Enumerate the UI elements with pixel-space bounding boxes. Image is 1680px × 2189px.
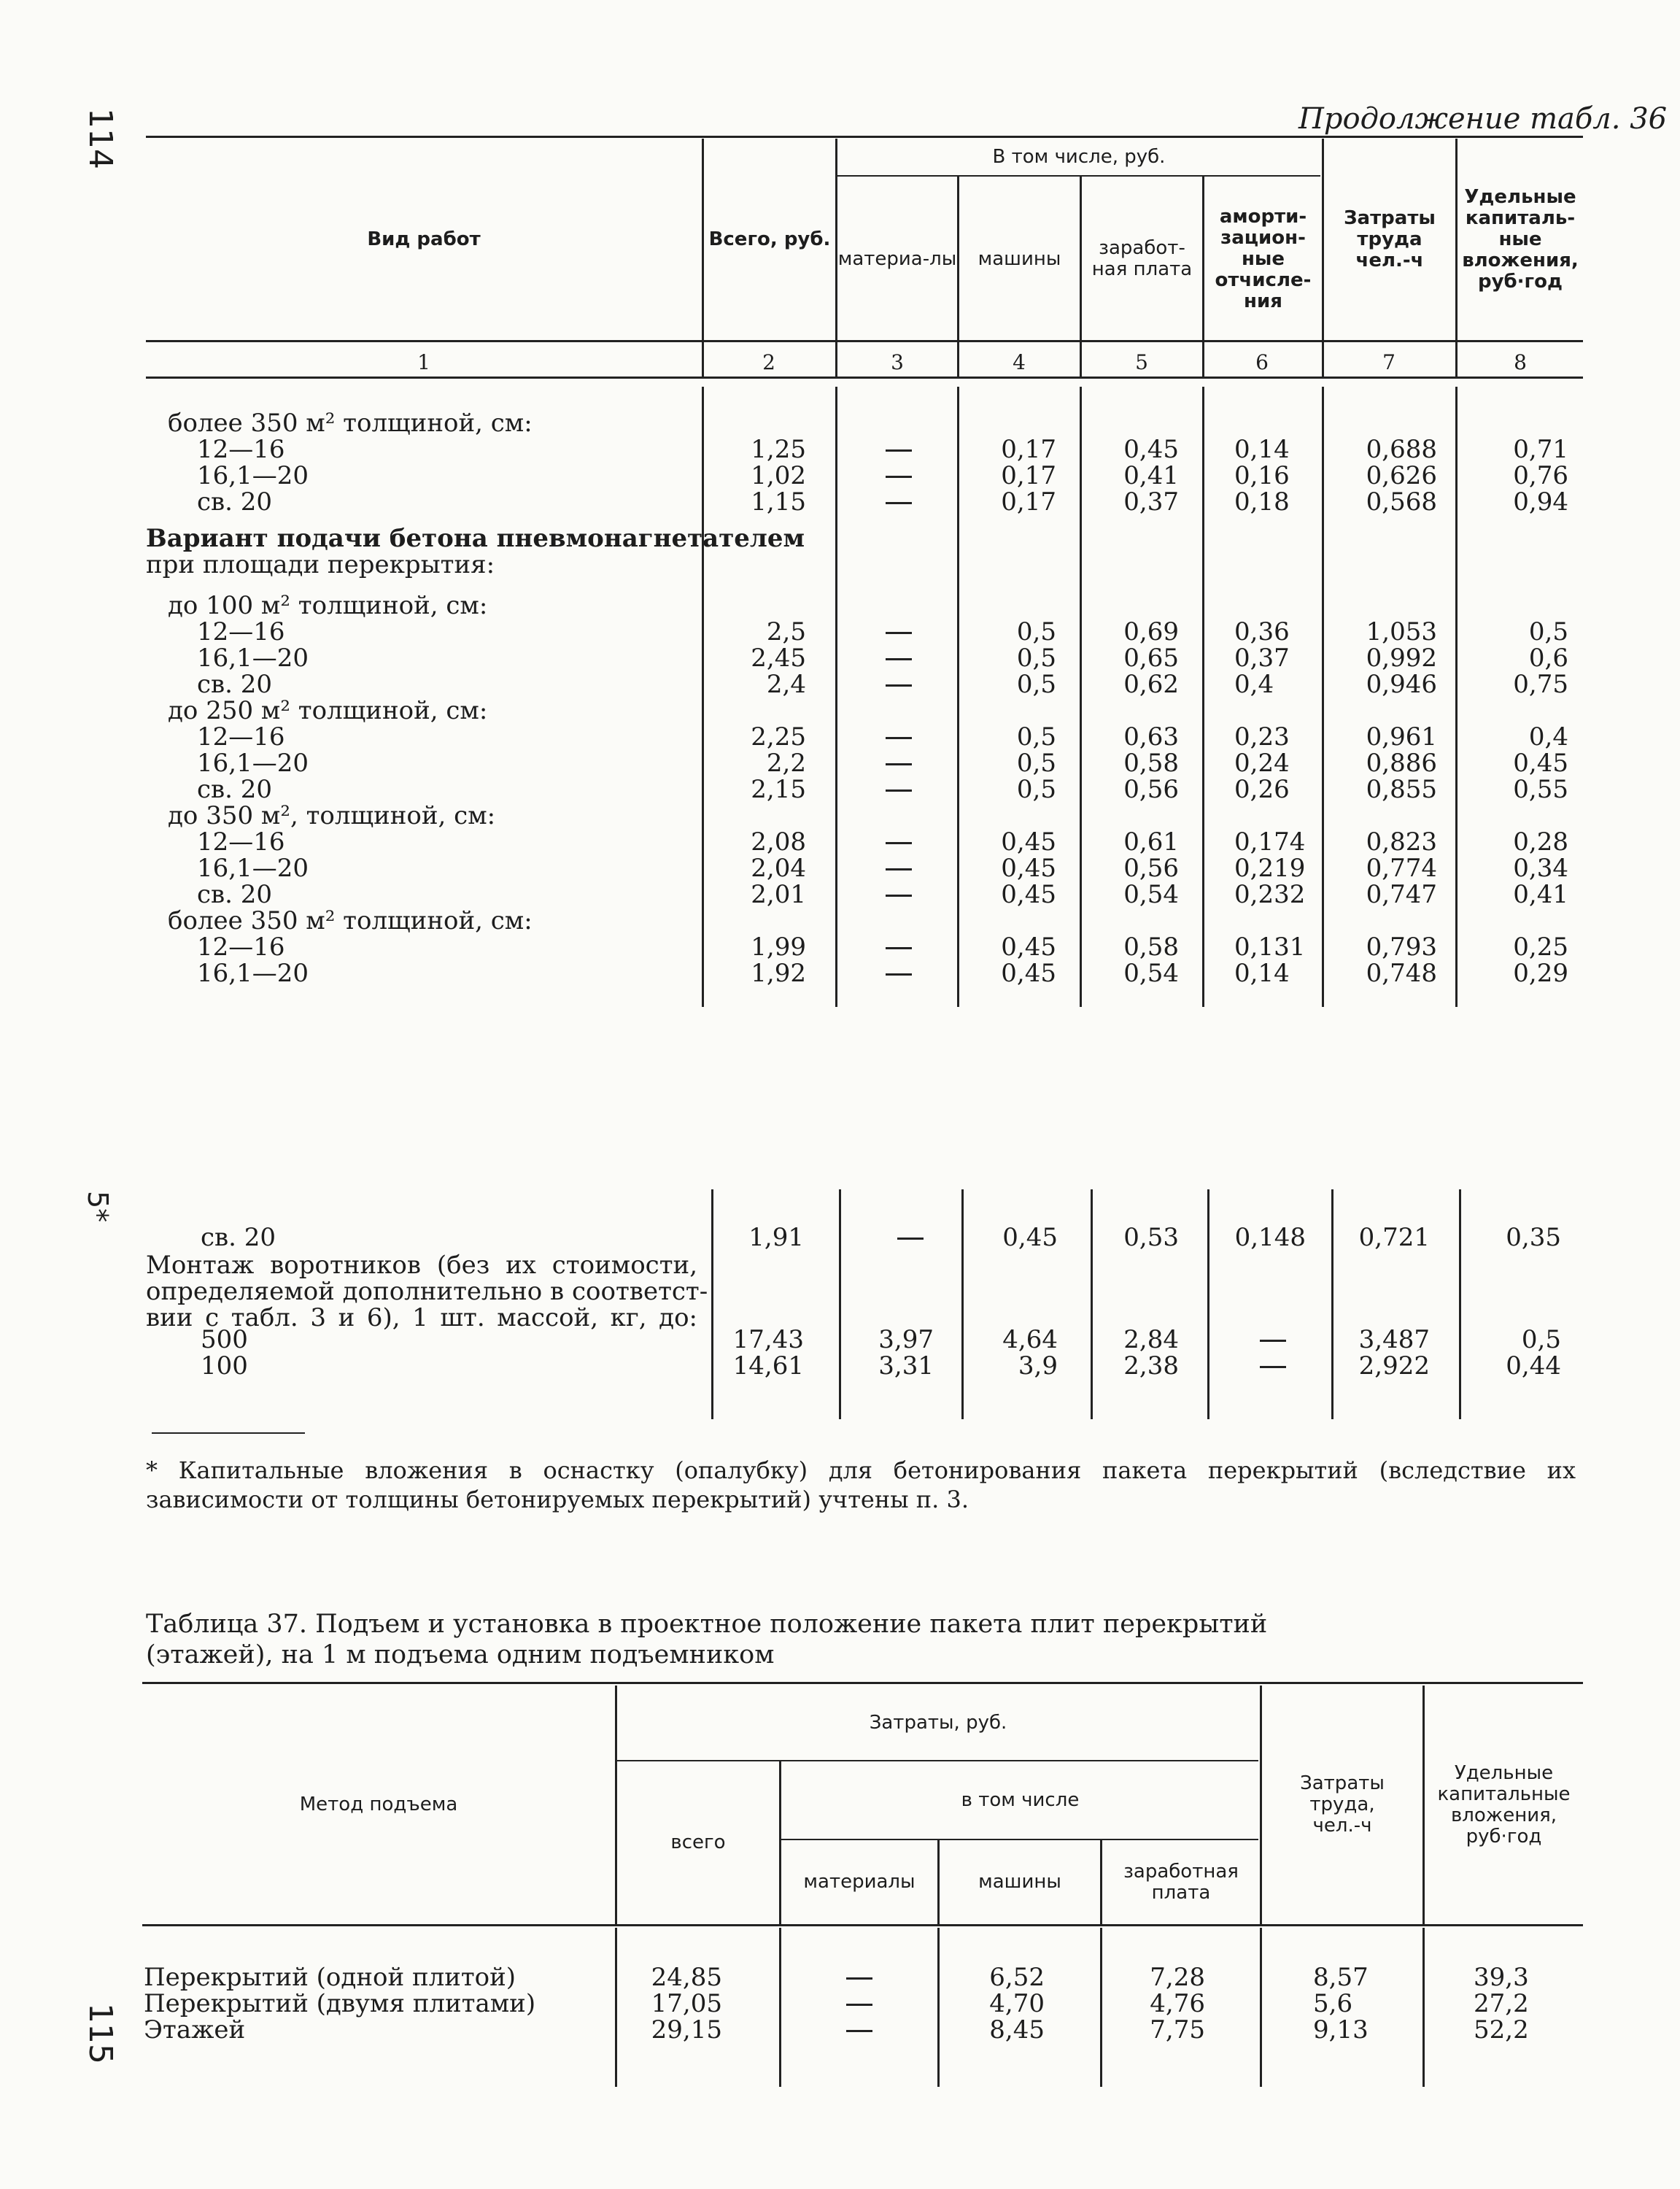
col-number: 8 bbox=[1514, 350, 1527, 374]
row-label: 16,1—20 bbox=[197, 461, 309, 490]
row-method: Этажей bbox=[144, 2015, 246, 2045]
cell-wages: 4,76 bbox=[1150, 1989, 1205, 2018]
header-machines: машины bbox=[978, 247, 1061, 270]
row-label: 100 bbox=[201, 1351, 248, 1381]
cell-capital: 0,71 bbox=[1513, 435, 1568, 464]
cell-machines: 0,45 bbox=[1001, 827, 1056, 857]
dash-mark bbox=[886, 502, 912, 504]
dash-mark bbox=[886, 737, 912, 739]
cell-labor: 3,487 bbox=[1358, 1325, 1430, 1354]
row-label: 500 bbox=[201, 1325, 248, 1354]
cell-capital: 0,35 bbox=[1506, 1223, 1561, 1252]
cell-total: 1,99 bbox=[751, 933, 806, 962]
row-label: более 350 м² толщиной, см: bbox=[168, 906, 533, 935]
cell-capital: 0,76 bbox=[1513, 461, 1568, 490]
cell-total: 2,4 bbox=[766, 670, 806, 699]
row-label: 16,1—20 bbox=[197, 959, 309, 988]
cell-amort: 0,14 bbox=[1234, 959, 1290, 988]
header-capital: Удельные капитальные вложения, руб·год bbox=[1437, 1761, 1571, 1848]
cell-capital: 0,75 bbox=[1513, 670, 1568, 699]
cell-machines: 0,5 bbox=[1016, 644, 1056, 673]
cell-wages: 0,58 bbox=[1123, 933, 1179, 962]
col-number: 7 bbox=[1382, 350, 1396, 374]
cell-labor: 2,922 bbox=[1358, 1351, 1430, 1381]
header-labor: Затраты труда чел.-ч bbox=[1344, 206, 1436, 271]
row-label: св. 20 bbox=[197, 880, 273, 909]
cell-capital: 0,29 bbox=[1513, 959, 1568, 988]
row-label: св. 20 bbox=[197, 670, 273, 699]
cell-machines: 3,9 bbox=[1018, 1351, 1058, 1381]
cell-total: 2,45 bbox=[751, 644, 806, 673]
cell-machines: 0,5 bbox=[1016, 749, 1056, 778]
row-label: 12—16 bbox=[197, 722, 285, 752]
cell-wages: 0,53 bbox=[1123, 1223, 1179, 1252]
cell-amort: 0,4 bbox=[1234, 670, 1274, 699]
cell-labor: 0,688 bbox=[1366, 435, 1437, 464]
cell-labor: 0,774 bbox=[1366, 854, 1437, 883]
cell-capital: 0,4 bbox=[1528, 722, 1568, 752]
cell-total: 2,25 bbox=[751, 722, 806, 752]
cell-amort: 0,174 bbox=[1234, 827, 1306, 857]
continuation-label: Продолжение табл. 36 bbox=[1298, 102, 1668, 136]
cell-materials: 3,31 bbox=[878, 1351, 934, 1381]
cell-wages: 0,56 bbox=[1123, 854, 1179, 883]
cell-wages: 0,56 bbox=[1123, 775, 1179, 804]
cell-capital: 27,2 bbox=[1474, 1989, 1529, 2018]
row-label: более 350 м² толщиной, см: bbox=[168, 409, 533, 438]
header-machines: машины bbox=[978, 1871, 1061, 1893]
table-37-title bbox=[146, 1609, 1313, 1670]
cell-amort: 0,131 bbox=[1234, 933, 1306, 962]
cell-labor: 0,748 bbox=[1366, 959, 1437, 988]
row-label: 12—16 bbox=[197, 827, 285, 857]
cell-labor: 0,886 bbox=[1366, 749, 1437, 778]
cell-labor: 9,13 bbox=[1313, 2015, 1369, 2045]
cell-total: 17,05 bbox=[651, 1989, 722, 2018]
cell-labor: 0,568 bbox=[1366, 487, 1437, 517]
cell-wages: 7,75 bbox=[1150, 2015, 1205, 2045]
cell-amort: 0,148 bbox=[1234, 1223, 1306, 1252]
cell-wages: 0,41 bbox=[1123, 461, 1179, 490]
dash-mark bbox=[846, 2004, 872, 2006]
cell-wages: 0,69 bbox=[1123, 617, 1179, 646]
cell-amort: 0,26 bbox=[1234, 775, 1290, 804]
cell-capital: 52,2 bbox=[1474, 2015, 1529, 2045]
dash-mark bbox=[886, 842, 912, 844]
cell-labor: 0,793 bbox=[1366, 933, 1437, 962]
row-label: определяемой дополнительно в соответст- bbox=[146, 1277, 708, 1306]
cell-capital: 0,5 bbox=[1521, 1325, 1561, 1354]
header-total: Всего, руб. bbox=[708, 228, 831, 250]
dash-mark bbox=[886, 449, 912, 452]
cell-labor: 0,626 bbox=[1366, 461, 1437, 490]
cell-total: 2,5 bbox=[766, 617, 806, 646]
table-37-title-line: (этажей), на 1 м подъема одним подъемником bbox=[146, 1640, 775, 1669]
cell-capital: 0,94 bbox=[1513, 487, 1568, 517]
dash-mark bbox=[886, 658, 912, 660]
cell-amort: 0,23 bbox=[1234, 722, 1290, 752]
cell-labor: 8,57 bbox=[1313, 1963, 1369, 1992]
cell-total: 14,61 bbox=[732, 1351, 804, 1381]
dash-mark bbox=[1260, 1366, 1286, 1368]
dash-mark bbox=[846, 2030, 872, 2032]
cell-total: 2,01 bbox=[751, 880, 806, 909]
cell-materials: 3,97 bbox=[878, 1325, 934, 1354]
cell-labor: 0,855 bbox=[1366, 775, 1437, 804]
cell-capital: 0,28 bbox=[1513, 827, 1568, 857]
cell-machines: 6,52 bbox=[989, 1963, 1045, 1992]
cell-wages: 0,54 bbox=[1123, 880, 1179, 909]
cell-machines: 0,45 bbox=[1001, 959, 1056, 988]
cell-amort: 0,18 bbox=[1234, 487, 1290, 517]
cell-total: 1,91 bbox=[748, 1223, 804, 1252]
row-label: вии с табл. 3 и 6), 1 шт. массой, кг, до: bbox=[146, 1303, 697, 1332]
dash-mark bbox=[886, 947, 912, 949]
cell-wages: 0,65 bbox=[1123, 644, 1179, 673]
row-label: Монтаж воротников (без их стоимости, bbox=[146, 1251, 697, 1280]
page-number-top: 114 bbox=[82, 108, 119, 169]
row-label: Вариант подачи бетона пневмонагнетателем bbox=[146, 524, 805, 553]
header-capital: Удельные капиталь-ные вложения, руб·год bbox=[1462, 185, 1579, 293]
cell-total: 1,25 bbox=[751, 435, 806, 464]
cell-wages: 2,84 bbox=[1123, 1325, 1179, 1354]
cell-wages: 0,54 bbox=[1123, 959, 1179, 988]
dash-mark bbox=[886, 684, 912, 687]
cell-wages: 7,28 bbox=[1150, 1963, 1205, 1992]
cell-capital: 0,25 bbox=[1513, 933, 1568, 962]
dash-mark bbox=[897, 1238, 924, 1240]
cell-total: 2,04 bbox=[751, 854, 806, 883]
row-label: 12—16 bbox=[197, 435, 285, 464]
cell-total: 2,2 bbox=[766, 749, 806, 778]
dash-mark bbox=[886, 895, 912, 897]
dash-mark bbox=[1260, 1340, 1286, 1342]
cell-total: 1,02 bbox=[751, 461, 806, 490]
dash-mark bbox=[886, 632, 912, 634]
cell-machines: 0,45 bbox=[1001, 854, 1056, 883]
cell-labor: 1,053 bbox=[1366, 617, 1437, 646]
cell-capital: 0,6 bbox=[1528, 644, 1568, 673]
header-costs: Затраты, руб. bbox=[869, 1711, 1007, 1734]
cell-machines: 0,45 bbox=[1001, 933, 1056, 962]
dash-mark bbox=[886, 973, 912, 976]
row-label: 16,1—20 bbox=[197, 854, 309, 883]
cell-total: 1,15 bbox=[751, 487, 806, 517]
header-amortization: аморти-зацион-ные отчисле-ния bbox=[1215, 205, 1312, 312]
cell-capital: 0,5 bbox=[1528, 617, 1568, 646]
header-labor: Затраты труда, чел.-ч bbox=[1300, 1772, 1385, 1837]
page-number-bottom: 115 bbox=[82, 2003, 119, 2064]
cell-total: 1,92 bbox=[751, 959, 806, 988]
col-number: 1 bbox=[417, 350, 430, 374]
header-materials: материа-лы bbox=[837, 247, 957, 270]
cell-amort: 0,36 bbox=[1234, 617, 1290, 646]
header-including: В том числе, руб. bbox=[992, 145, 1166, 168]
cell-total: 24,85 bbox=[651, 1963, 722, 1992]
cell-total: 29,15 bbox=[651, 2015, 722, 2045]
cell-machines: 0,45 bbox=[1002, 1223, 1058, 1252]
cell-total: 2,08 bbox=[751, 827, 806, 857]
header-wages: заработная плата bbox=[1123, 1860, 1239, 1904]
cell-capital: 39,3 bbox=[1474, 1963, 1529, 1992]
dash-mark bbox=[886, 763, 912, 765]
cell-wages: 0,58 bbox=[1123, 749, 1179, 778]
cell-capital: 0,34 bbox=[1513, 854, 1568, 883]
cell-amort: 0,37 bbox=[1234, 644, 1290, 673]
cell-total: 2,15 bbox=[751, 775, 806, 804]
header-work-type: Вид работ bbox=[367, 228, 481, 250]
cell-amort: 0,24 bbox=[1234, 749, 1290, 778]
cell-labor: 0,946 bbox=[1366, 670, 1437, 699]
table-37-title-line: Таблица 37. Подъем и установка в проектное положение пакета плит перекрытий bbox=[146, 1610, 1268, 1639]
cell-machines: 0,5 bbox=[1016, 670, 1056, 699]
cell-wages: 0,45 bbox=[1123, 435, 1179, 464]
cell-machines: 0,5 bbox=[1016, 775, 1056, 804]
cell-capital: 0,41 bbox=[1513, 880, 1568, 909]
row-label: св. 20 bbox=[197, 487, 273, 517]
cell-capital: 0,55 bbox=[1513, 775, 1568, 804]
cell-amort: 0,232 bbox=[1234, 880, 1306, 909]
cell-machines: 4,64 bbox=[1002, 1325, 1058, 1354]
header-wages: заработ-ная плата bbox=[1091, 237, 1193, 280]
dash-mark bbox=[886, 476, 912, 478]
row-label: 12—16 bbox=[197, 617, 285, 646]
cell-wages: 0,61 bbox=[1123, 827, 1179, 857]
col-number: 2 bbox=[762, 350, 775, 374]
cell-wages: 0,62 bbox=[1123, 670, 1179, 699]
row-label: 12—16 bbox=[197, 933, 285, 962]
row-label: 16,1—20 bbox=[197, 644, 309, 673]
cell-labor: 0,721 bbox=[1358, 1223, 1430, 1252]
cell-wages: 0,63 bbox=[1123, 722, 1179, 752]
col-number: 6 bbox=[1255, 350, 1269, 374]
cell-machines: 0,45 bbox=[1001, 880, 1056, 909]
cell-machines: 0,5 bbox=[1016, 617, 1056, 646]
row-method: Перекрытий (двумя плитами) bbox=[144, 1989, 536, 2018]
cell-wages: 2,38 bbox=[1123, 1351, 1179, 1381]
cell-capital: 0,44 bbox=[1506, 1351, 1561, 1381]
cell-machines: 0,17 bbox=[1001, 487, 1056, 517]
cell-machines: 0,17 bbox=[1001, 461, 1056, 490]
cell-machines: 4,70 bbox=[989, 1989, 1045, 2018]
row-label: при площади перекрытия: bbox=[146, 550, 495, 579]
col-number: 5 bbox=[1135, 350, 1148, 374]
footnote: * Капитальные вложения в оснастку (опалубку) для бетонирования пакета перекрытий (вследствие их зависимости от толщины бетонируемых перекрытий) учтены п. 3. bbox=[146, 1456, 1576, 1513]
cell-labor: 0,823 bbox=[1366, 827, 1437, 857]
row-label: до 250 м² толщиной, см: bbox=[168, 696, 488, 725]
header-including: в том числе bbox=[961, 1788, 1080, 1811]
cell-labor: 0,992 bbox=[1366, 644, 1437, 673]
cell-labor: 5,6 bbox=[1313, 1989, 1353, 2018]
row-label: до 350 м², толщиной, см: bbox=[168, 801, 496, 830]
row-label: 16,1—20 bbox=[197, 749, 309, 778]
dash-mark bbox=[886, 868, 912, 870]
row-label: св. 20 bbox=[201, 1223, 276, 1252]
cell-machines: 0,5 bbox=[1016, 722, 1056, 752]
signature-mark: 5* bbox=[82, 1191, 114, 1223]
dash-mark bbox=[846, 1977, 872, 1980]
row-label: до 100 м² толщиной, см: bbox=[168, 591, 488, 620]
cell-machines: 0,17 bbox=[1001, 435, 1056, 464]
cell-labor: 0,961 bbox=[1366, 722, 1437, 752]
cell-labor: 0,747 bbox=[1366, 880, 1437, 909]
dash-mark bbox=[886, 789, 912, 792]
header-total: всего bbox=[670, 1831, 726, 1853]
col-number: 3 bbox=[891, 350, 904, 374]
cell-amort: 0,219 bbox=[1234, 854, 1306, 883]
cell-amort: 0,14 bbox=[1234, 435, 1290, 464]
cell-machines: 8,45 bbox=[989, 2015, 1045, 2045]
cell-amort: 0,16 bbox=[1234, 461, 1290, 490]
col-number: 4 bbox=[1013, 350, 1026, 374]
header-method: Метод подъема bbox=[299, 1794, 458, 1815]
row-method: Перекрытий (одной плитой) bbox=[144, 1963, 516, 1992]
cell-capital: 0,45 bbox=[1513, 749, 1568, 778]
cell-wages: 0,37 bbox=[1123, 487, 1179, 517]
row-label: св. 20 bbox=[197, 775, 273, 804]
cell-total: 17,43 bbox=[732, 1325, 804, 1354]
header-materials: материалы bbox=[803, 1871, 916, 1893]
